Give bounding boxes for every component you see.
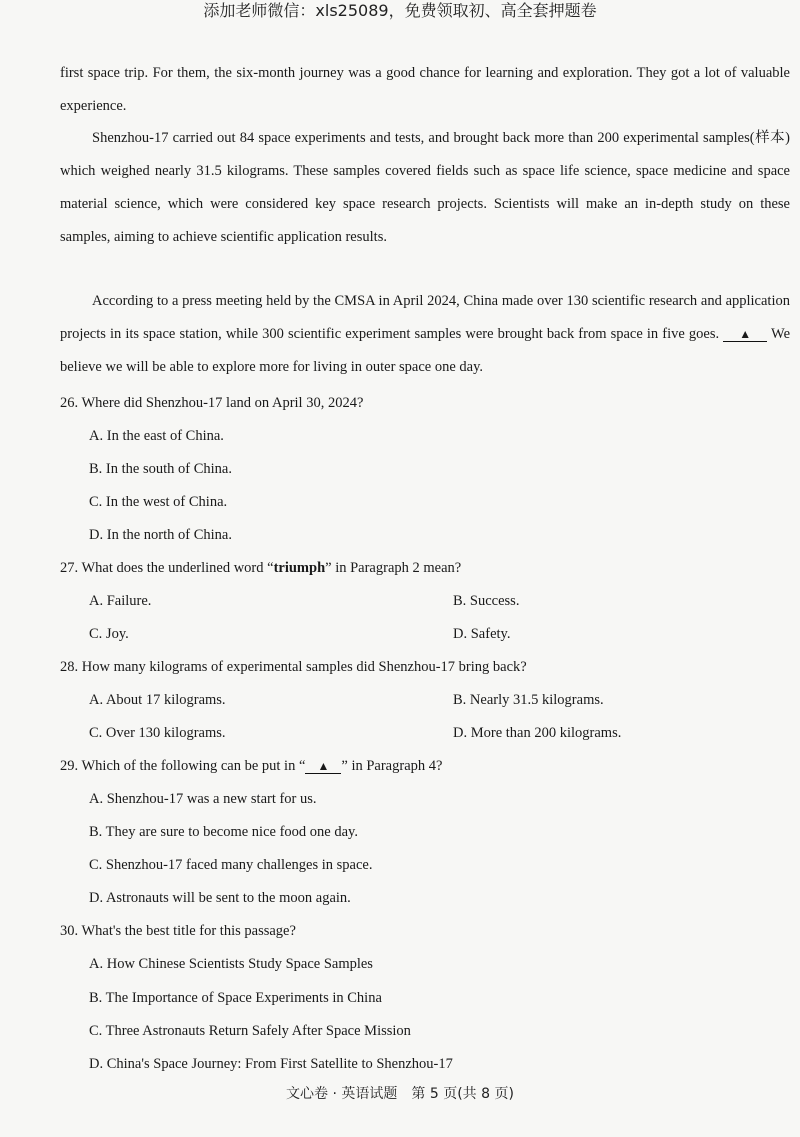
option-29-d[interactable]: D. Astronauts will be sent to the moon again.	[89, 890, 351, 906]
question-28: 28. How many kilograms of experimental samples did Shenzhou-17 bring back?	[60, 659, 527, 675]
option-30-a[interactable]: A. How Chinese Scientists Study Space Samples	[89, 956, 373, 972]
option-26-a[interactable]: A. In the east of China.	[89, 428, 224, 444]
option-27-a[interactable]: A. Failure.	[89, 593, 152, 609]
option-26-c[interactable]: C. In the west of China.	[89, 494, 228, 510]
option-28-d[interactable]: D. More than 200 kilograms.	[453, 725, 622, 741]
option-27-c[interactable]: C. Joy.	[89, 626, 129, 642]
option-27-b[interactable]: B. Success.	[453, 593, 520, 609]
question-29: 29. Which of the following can be put in “ ▲ ” in Paragraph 4?	[60, 758, 443, 774]
option-30-b[interactable]: B. The Importance of Space Experiments in China	[89, 990, 382, 1006]
passage-blank: ▲	[723, 327, 767, 342]
option-29-c[interactable]: C. Shenzhou-17 faced many challenges in space.	[89, 857, 373, 873]
passage-paragraph-1: first space trip. For them, the six-month journey was a good chance for learning and exploration. They got a lot of valuable experience.	[60, 65, 790, 114]
question-blank: ▲	[305, 759, 341, 774]
option-28-a[interactable]: A. About 17 kilograms.	[89, 692, 226, 708]
option-28-c[interactable]: C. Over 130 kilograms.	[89, 725, 226, 741]
option-26-b[interactable]: B. In the south of China.	[89, 461, 232, 477]
option-27-d[interactable]: D. Safety.	[453, 626, 511, 642]
option-28-b[interactable]: B. Nearly 31.5 kilograms.	[453, 692, 604, 708]
question-30: 30. What's the best title for this passage?	[60, 923, 296, 939]
watermark-banner: 添加老师微信：xls25089，免费领取初、高全套押题卷	[203, 1, 597, 20]
passage-paragraph-2: Shenzhou-17 carried out 84 space experiments and tests, and brought back more than 200 experimental samples(样本) which weighed nearly 31.5 kilograms. These samples covered fields such as space life science, space medicine and space material science, which were considered key space research projects. Scientists will make an in-depth study on these samples, aiming to achieve scientific application results.	[60, 130, 790, 245]
question-26: 26. Where did Shenzhou-17 land on April 30, 2024?	[60, 395, 364, 411]
option-29-b[interactable]: B. They are sure to become nice food one day.	[89, 824, 358, 840]
question-27: 27. What does the underlined word “triumph” in Paragraph 2 mean?	[60, 560, 462, 576]
option-29-a[interactable]: A. Shenzhou-17 was a new start for us.	[89, 791, 317, 807]
passage-paragraph-3: According to a press meeting held by the CMSA in April 2024, China made over 130 scientific research and application projects in its space station, while 300 scientific experiment samples were brought back from space in five goes. ▲ We believe we will be able to explore more for living in outer space one day.	[60, 293, 791, 375]
keyword-triumph: triumph	[273, 560, 326, 576]
option-30-d[interactable]: D. China's Space Journey: From First Satellite to Shenzhou-17	[89, 1056, 453, 1072]
option-26-d[interactable]: D. In the north of China.	[89, 527, 232, 543]
option-30-c[interactable]: C. Three Astronauts Return Safely After Space Mission	[89, 1023, 411, 1039]
page-footer: 文心卷 · 英语试题 第 5 页(共 8 页)	[286, 1086, 514, 1102]
